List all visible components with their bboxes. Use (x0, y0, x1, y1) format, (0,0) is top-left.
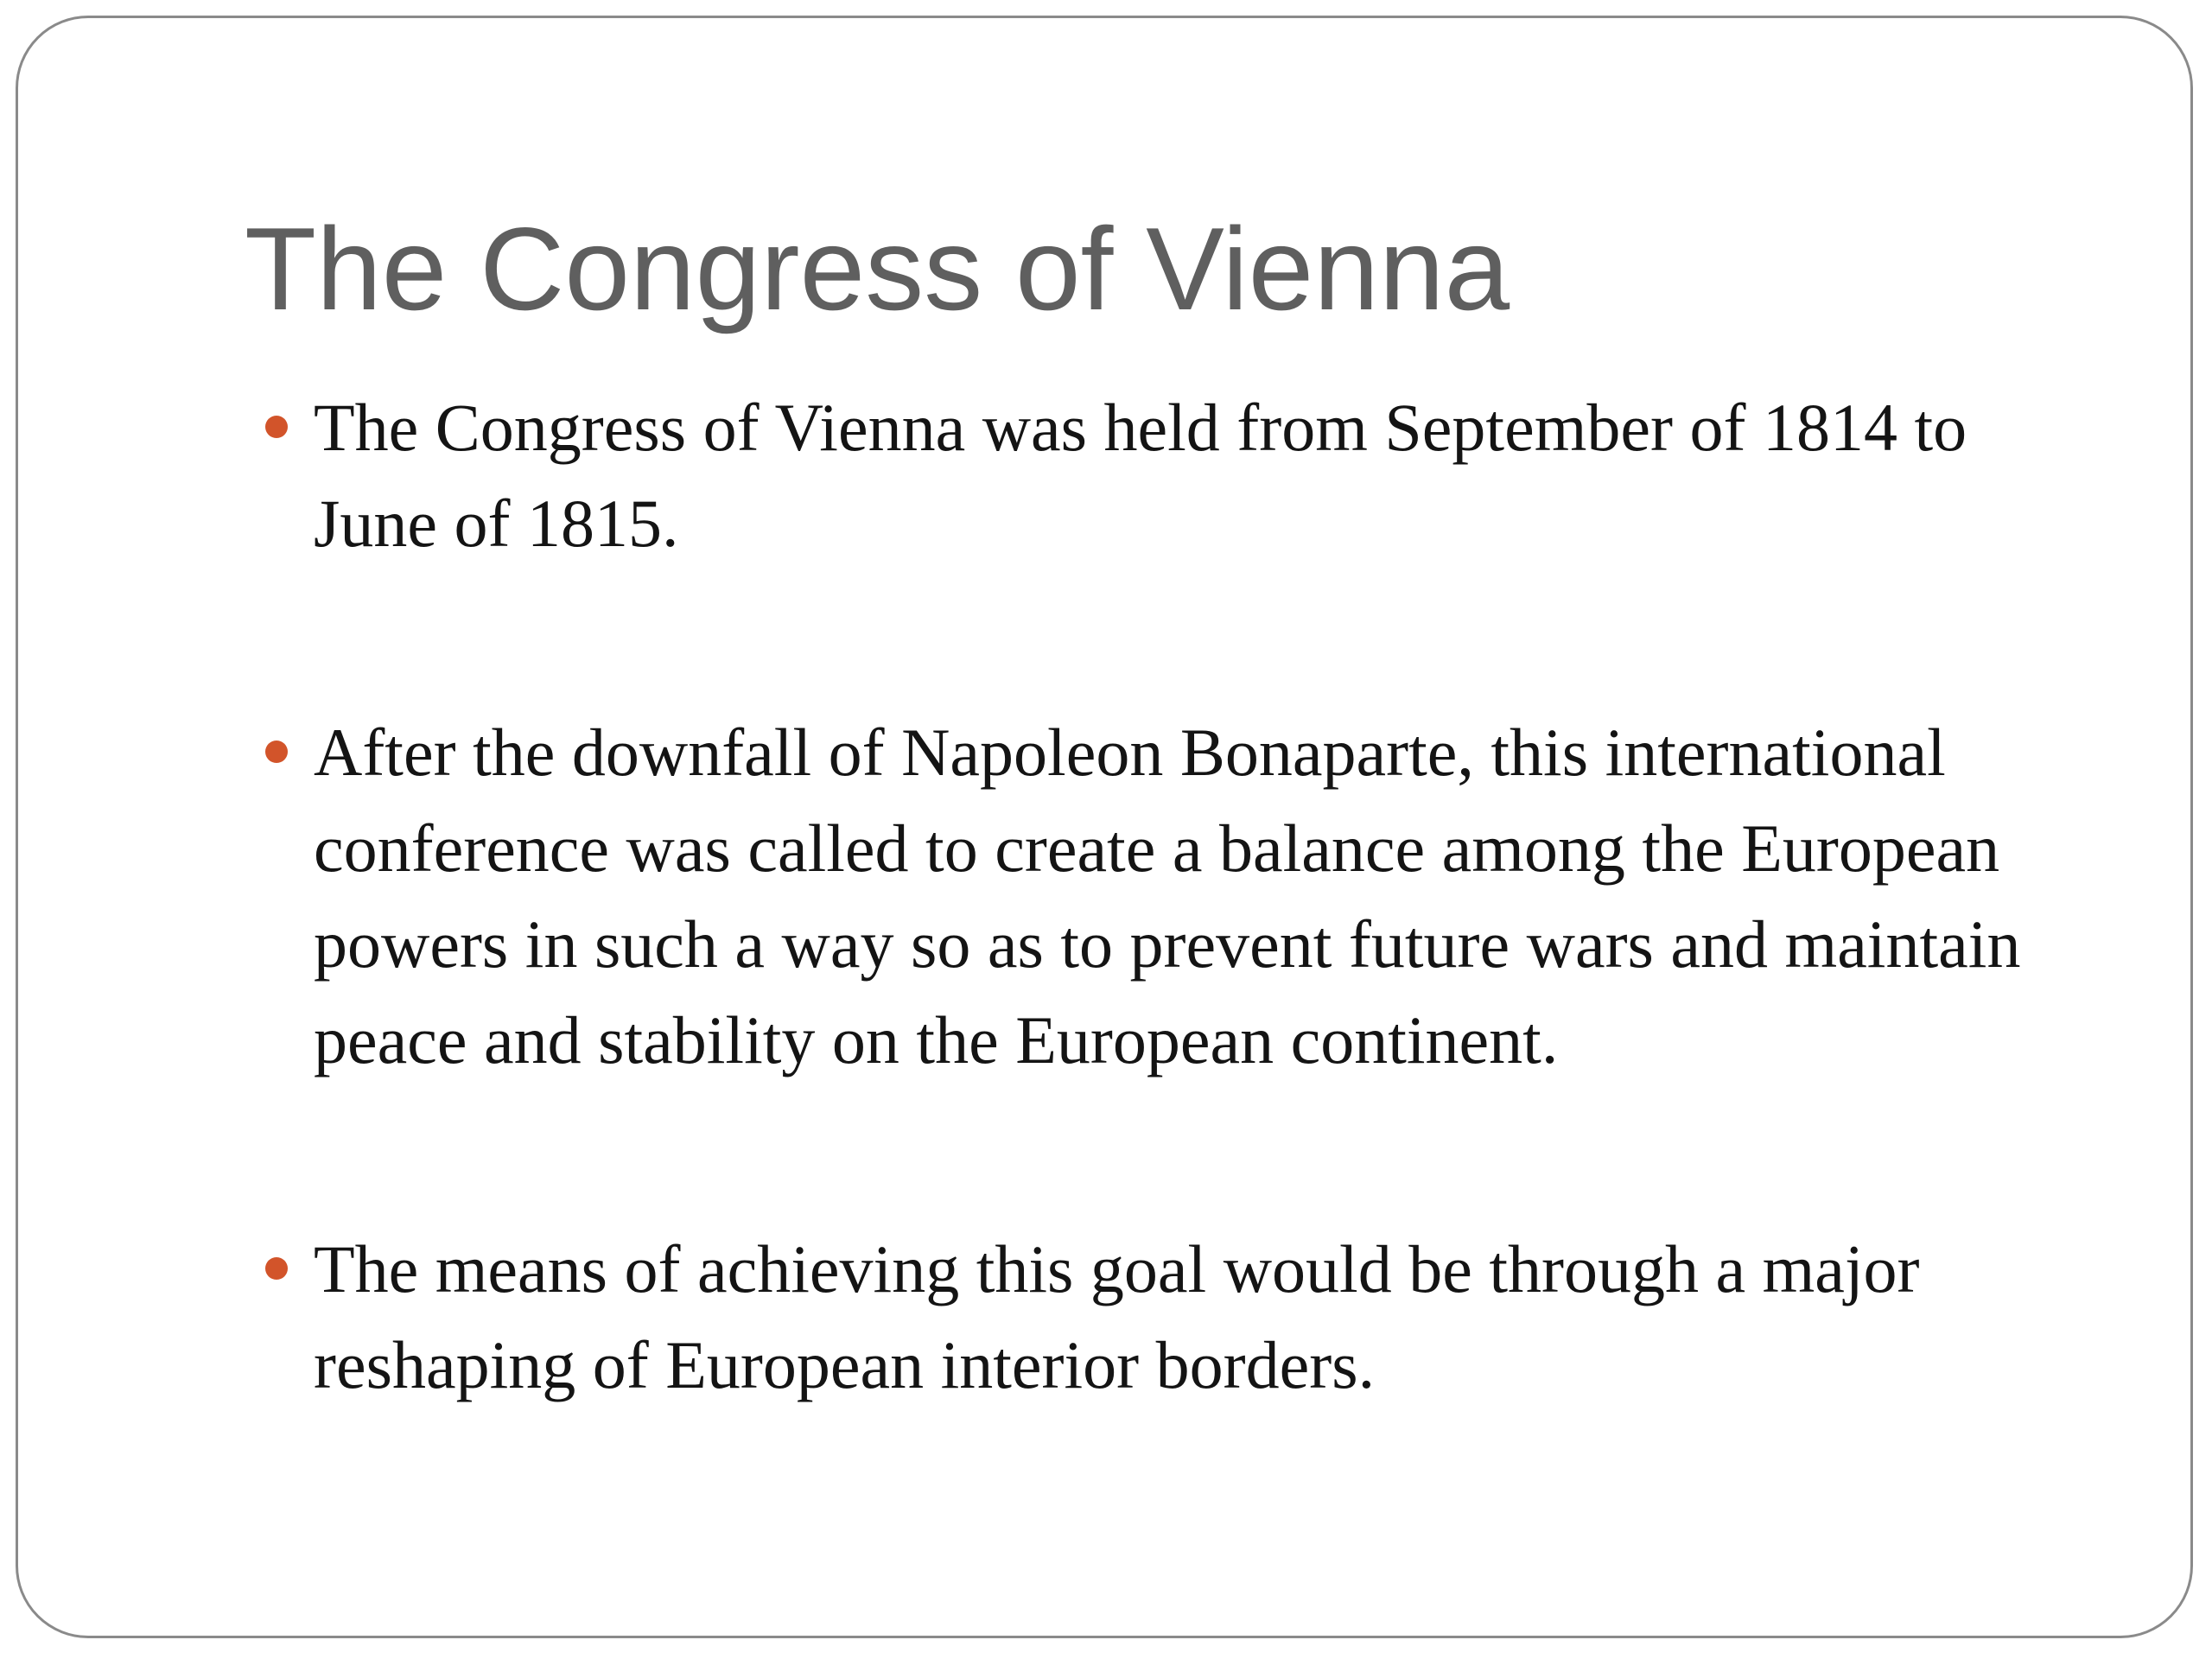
bullet-text: The Congress of Vienna was held from September of 1814 to June of 1815. (314, 390, 1967, 561)
bullet-item (245, 704, 2102, 1088)
bullet-text: After the downfall of Napoleon Bonaparte, this international conference was called to create a balance among the European powers in such a way so as to prevent future wars and maintain peace and stability on the European continent. (314, 715, 2021, 1077)
bullet-item (245, 1221, 2102, 1413)
bullet-list (245, 379, 2102, 1413)
bullet-item (245, 379, 2102, 571)
bullet-dot-icon (265, 741, 288, 763)
bullet-text: The means of achieving this goal would be through a major reshaping of European interior borders. (314, 1231, 1920, 1402)
slide-title: The Congress of Vienna (245, 203, 1510, 334)
slide-frame (16, 16, 2193, 1638)
bullet-dot-icon (265, 416, 288, 438)
bullet-dot-icon (265, 1257, 288, 1280)
